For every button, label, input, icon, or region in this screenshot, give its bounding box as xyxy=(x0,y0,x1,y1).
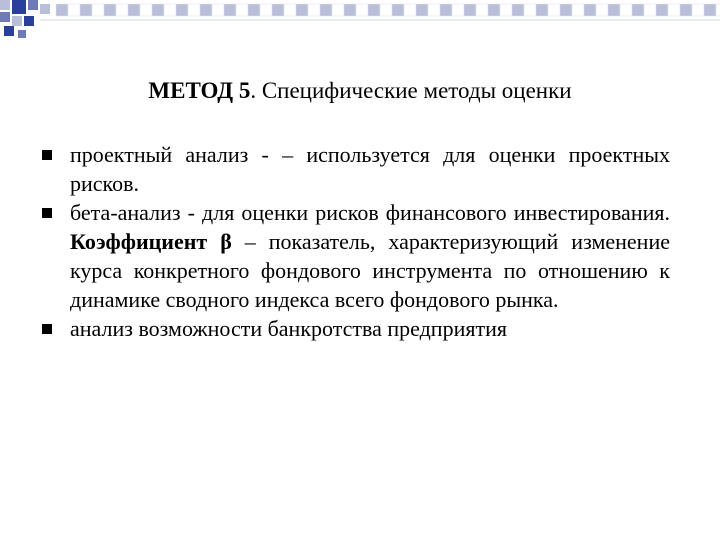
slide-title xyxy=(0,77,720,105)
checker-cell xyxy=(200,4,212,16)
checker-cell xyxy=(416,4,428,16)
checker-cell xyxy=(608,4,620,16)
checker-cell xyxy=(116,4,128,16)
deco-square xyxy=(24,16,34,26)
deco-square xyxy=(18,30,26,38)
checker-cell xyxy=(176,4,188,16)
bullet-text xyxy=(70,142,670,196)
checker-cell xyxy=(296,4,308,16)
checker-cell xyxy=(188,4,200,16)
bullet-text-part: – показатель, характеризующий изменение курса конкретного фондового инструмента по отношению к динамике сводного индекса всего фондового рынка. xyxy=(70,229,670,312)
checker-cell xyxy=(104,4,116,16)
checker-cell xyxy=(488,4,500,16)
square-bullet-icon xyxy=(42,208,52,218)
checker-cell xyxy=(68,4,80,16)
checker-cell xyxy=(548,4,560,16)
bullet-item xyxy=(42,140,670,198)
bullet-text xyxy=(70,316,507,341)
bullet-list xyxy=(42,140,670,343)
checker-cell xyxy=(584,4,596,16)
checker-cell xyxy=(428,4,440,16)
checker-cell xyxy=(356,4,368,16)
checker-cell xyxy=(560,4,572,16)
checker-cell xyxy=(320,4,332,16)
checker-cell xyxy=(212,4,224,16)
checker-cell xyxy=(392,4,404,16)
checker-cell xyxy=(692,4,704,16)
checker-cell xyxy=(272,4,284,16)
checker-cell xyxy=(344,4,356,16)
corner-decoration xyxy=(0,0,720,60)
checker-cell xyxy=(632,4,644,16)
checker-cell xyxy=(332,4,344,16)
checker-cell xyxy=(656,4,668,16)
deco-square xyxy=(40,4,50,14)
checker-cell xyxy=(308,4,320,16)
checker-cell xyxy=(500,4,512,16)
checker-cell xyxy=(80,4,92,16)
deco-square xyxy=(0,0,10,10)
deco-square xyxy=(4,26,14,36)
checker-cell xyxy=(56,4,68,16)
checker-cell xyxy=(236,4,248,16)
bullet-text-bold: Коэффициент β xyxy=(70,229,232,254)
deco-square xyxy=(0,12,10,22)
checker-cell xyxy=(572,4,584,16)
checker-cell xyxy=(152,4,164,16)
bullet-item xyxy=(42,198,670,314)
deco-square xyxy=(28,0,38,10)
checker-cell xyxy=(620,4,632,16)
checker-cell xyxy=(224,4,236,16)
deco-square xyxy=(12,16,22,26)
checker-cell xyxy=(596,4,608,16)
checker-cell xyxy=(92,4,104,16)
bullet-text xyxy=(70,200,670,312)
checker-cell xyxy=(164,4,176,16)
checker-cell xyxy=(464,4,476,16)
checker-cell xyxy=(284,4,296,16)
checker-cell xyxy=(476,4,488,16)
checker-cell xyxy=(368,4,380,16)
bullet-text-part: бета-анализ - для оценки рисков финансового инвестирования. xyxy=(70,200,670,225)
corner-squares xyxy=(0,0,50,38)
checker-cell xyxy=(524,4,536,16)
checker-cell xyxy=(140,4,152,16)
checker-cell xyxy=(668,4,680,16)
checker-cell xyxy=(404,4,416,16)
checker-cell xyxy=(452,4,464,16)
checker-cell xyxy=(380,4,392,16)
square-bullet-icon xyxy=(42,324,52,334)
title-method-label: МЕТОД 5 xyxy=(148,78,251,103)
title-rest: . Специфические методы оценки xyxy=(250,78,572,103)
bullet-text-part: анализ возможности банкротства предприятия xyxy=(70,316,507,341)
checker-cell xyxy=(716,4,720,16)
checker-cell xyxy=(644,4,656,16)
checker-cell xyxy=(680,4,692,16)
checker-cell xyxy=(704,4,716,16)
checker-cell xyxy=(260,4,272,16)
deco-square xyxy=(12,0,26,14)
checker-cell xyxy=(440,4,452,16)
checker-cell xyxy=(128,4,140,16)
bullet-text-part: проектный анализ - – используется для оценки проектных рисков. xyxy=(70,142,670,196)
checker-cell xyxy=(536,4,548,16)
checker-cell xyxy=(512,4,524,16)
bullet-item xyxy=(42,314,670,343)
top-checker-band xyxy=(56,4,720,16)
square-bullet-icon xyxy=(42,150,52,160)
checker-cell xyxy=(248,4,260,16)
